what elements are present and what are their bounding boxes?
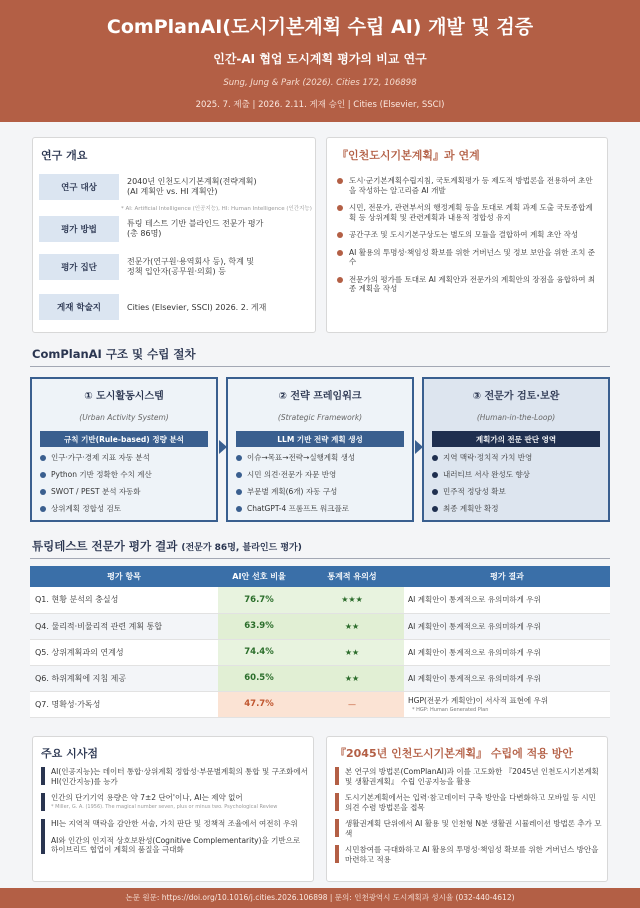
list-item: 이슈→목표→전략→실행계획 생성 bbox=[236, 453, 406, 463]
bullet-icon bbox=[337, 277, 343, 283]
significance-cell: ★★ bbox=[300, 639, 404, 665]
list-item: 공간구조 및 도시기본구상도는 별도의 모듈을 결합하여 계획 초안 작성 bbox=[337, 230, 599, 240]
link-card bbox=[326, 137, 608, 333]
divider bbox=[30, 558, 610, 559]
application-card bbox=[326, 736, 608, 882]
structure-box-bar: 규칙 기반(Rule-based) 정량 분석 bbox=[40, 431, 208, 447]
link-list bbox=[337, 176, 599, 302]
result-cell: AI 계획안이 통계적으로 유의미하게 우위 bbox=[404, 639, 610, 665]
result-cell: AI 계획안이 통계적으로 유의미하게 우위 bbox=[404, 613, 610, 639]
table-row bbox=[30, 665, 610, 691]
overview-label: 평가 집단 bbox=[39, 254, 119, 280]
bullet-bar bbox=[41, 836, 45, 854]
bullet-icon bbox=[40, 489, 46, 495]
bullet-icon bbox=[337, 178, 343, 184]
overview-card bbox=[32, 137, 316, 333]
list-item: 시민참여를 극대화하고 AI 활용의 투명성·책임성 확보를 위한 거버넌스 방안을 마련하고 적용 bbox=[335, 845, 603, 864]
structure-box-subtitle: (Human-in-the-Loop) bbox=[476, 413, 556, 422]
list-item: 시민 의견·전문가 자문 반영 bbox=[236, 470, 406, 480]
significance-cell: ★★ bbox=[300, 665, 404, 691]
bullet-icon bbox=[40, 506, 46, 512]
bullet-icon bbox=[432, 489, 438, 495]
structure-box-bar: LLM 기반 전략 계획 생성 bbox=[236, 431, 404, 447]
list-item: 전문가의 평가를 토대로 AI 계획안과 전문가의 계획안의 장점을 융합하여 최종 계획을 작성 bbox=[337, 275, 599, 294]
column-header: 평가 결과 bbox=[404, 566, 610, 587]
list-item: AI와 인간의 인지적 상호보완성(Cognitive Complementarity)을 기반으로 하이브리드 협업이 계획의 품질을 극대화 bbox=[41, 836, 309, 855]
ratio-cell: 60.5% bbox=[218, 665, 300, 691]
list-item: 상위계획 정합성 검토 bbox=[40, 504, 210, 514]
ratio-cell: 76.7% bbox=[218, 587, 300, 613]
result-cell: AI 계획안이 통계적으로 유의미하게 우위 bbox=[404, 587, 610, 613]
structure-box-strategic-framework bbox=[226, 377, 414, 522]
publication-meta: 2025. 7. 제출 | 2026. 2.11. 게재 승인 | Cities (Elsevier, SSCI) bbox=[195, 100, 445, 110]
bullet-bar bbox=[335, 819, 339, 837]
list-item: 시민, 전문가, 관련부서의 행정계획 등을 토대로 계획 과제 도출 국토종합계획 등 상위계획 및 관련계획과 내용적 정합성 유지 bbox=[337, 203, 599, 222]
list-item: 도시기본계획에서는 입력·참고데이터 구축 방안을 다변화하고 모바일 등 시민의견 수렴 방법론을 접목 bbox=[335, 793, 603, 812]
reference-note: * Miller, G. A. (1956). The magical number seven, plus or minus two. Psychological Review bbox=[51, 803, 278, 810]
bullet-icon bbox=[432, 506, 438, 512]
structure-box-subtitle: (Strategic Framework) bbox=[277, 413, 363, 422]
implications-card bbox=[32, 736, 314, 882]
list-item: 지역 맥락·정치적 가치 반영 bbox=[432, 453, 602, 463]
divider bbox=[30, 366, 610, 367]
ratio-cell: 63.9% bbox=[218, 613, 300, 639]
bullet-icon bbox=[432, 472, 438, 478]
bullet-icon bbox=[337, 205, 343, 211]
implications-list bbox=[41, 767, 309, 862]
list-item: 본 연구의 방법론(ComPlanAI)과 이를 고도화한 『2045년 인천도시기본계획 및 생활권계획』 수립 인공지능을 활용 bbox=[335, 767, 603, 786]
page-subtitle: 인간-AI 협업 도시계획 평가의 비교 연구 bbox=[213, 52, 427, 66]
bullet-icon bbox=[236, 472, 242, 478]
header-banner bbox=[0, 0, 640, 122]
overview-title: 연구 개요 bbox=[41, 149, 88, 162]
bullet-icon bbox=[236, 489, 242, 495]
bullet-icon bbox=[432, 455, 438, 461]
list-item: 인구·가구·경제 지표 자동 분석 bbox=[40, 453, 210, 463]
significance-cell: ★★ bbox=[300, 613, 404, 639]
item-cell: Q5. 상위계획과의 연계성 bbox=[30, 639, 218, 665]
list-item: Python 기반 정확한 수치 계산 bbox=[40, 470, 210, 480]
structure-box-list bbox=[40, 453, 210, 521]
significance-cell: ★★★ bbox=[300, 587, 404, 613]
bullet-icon bbox=[40, 472, 46, 478]
structure-box-title: ② 전략 프레임워크 bbox=[278, 391, 362, 402]
list-item: 최종 계획안 확정 bbox=[432, 504, 602, 514]
overview-label: 연구 대상 bbox=[39, 174, 119, 200]
ratio-cell: 47.7% bbox=[218, 691, 300, 717]
item-cell: Q4. 물리적·비물리적 관련 계획 통합 bbox=[30, 613, 218, 639]
bullet-icon bbox=[337, 232, 343, 238]
list-item: SWOT / PEST 분석 자동화 bbox=[40, 487, 210, 497]
overview-value: 2040년 인천도시기본계획(전략계획) (AI 계획안 vs. HI 계획안) bbox=[127, 177, 257, 196]
item-cell: Q1. 현황 분석의 충실성 bbox=[30, 587, 218, 613]
overview-label: 게재 학술지 bbox=[39, 294, 119, 320]
overview-note: * AI: Artificial Intelligence (인공지능), HI: Human Intelligence (인간지능) bbox=[121, 206, 312, 212]
list-item: 부문별 계획(6개) 자동 구성 bbox=[236, 487, 406, 497]
overview-value: Cities (Elsevier, SSCI) 2026. 2. 게재 bbox=[127, 303, 267, 312]
list-item: 민주적 정당성 확보 bbox=[432, 487, 602, 497]
overview-label: 평가 방법 bbox=[39, 216, 119, 242]
application-title: 『2045년 인천도시기본계획』 수립에 적용 방안 bbox=[335, 747, 573, 760]
bullet-bar bbox=[335, 767, 339, 785]
ratio-cell: 74.4% bbox=[218, 639, 300, 665]
list-item: 도시·군기본계획수립지침, 국토계획평가 등 제도적 방법론을 전용하여 초안을 작성하는 알고리즘 AI 개발 bbox=[337, 176, 599, 195]
overview-value: 튜링 테스트 기반 블라인드 전문가 평가 (총 86명) bbox=[127, 219, 264, 238]
column-header: 평가 항목 bbox=[30, 566, 218, 587]
bullet-icon bbox=[40, 455, 46, 461]
application-list bbox=[335, 767, 603, 871]
bullet-bar bbox=[41, 767, 45, 785]
list-item: 내러티브 서사 완성도 향상 bbox=[432, 470, 602, 480]
list-item: ChatGPT-4 프롬프트 워크플로 bbox=[236, 504, 406, 514]
structure-box-urban-activity bbox=[30, 377, 218, 522]
item-cell: Q7. 명확성·가독성 bbox=[30, 691, 218, 717]
structure-box-subtitle: (Urban Activity System) bbox=[79, 413, 169, 422]
result-cell: HGP(전문가 계획안)이 서사적 표현에 우위 * HGP: Human Generated Plan bbox=[404, 691, 610, 717]
table-row bbox=[30, 691, 610, 717]
footer[interactable]: 논문 원문: https://doi.org/10.1016/j.cities.2026.106898 | 문의: 인천광역시 도시계획과 성시율 (032-440-4612) bbox=[0, 888, 640, 908]
structure-box-title: ① 도시활동시스템 bbox=[84, 391, 164, 402]
table-row bbox=[30, 613, 610, 639]
structure-box-list bbox=[432, 453, 602, 521]
bullet-bar bbox=[41, 793, 45, 811]
results-table bbox=[30, 566, 610, 718]
structure-box-list bbox=[236, 453, 406, 521]
list-item: 인간의 단기기억 용량은 약 7±2 단어'이나, AI는 제약 없어 * Miller, G. A. (1956). The magical number seven, plus or minus two. Psychological Review bbox=[41, 793, 309, 812]
structure-title: ComPlanAI 구조 및 수립 절차 bbox=[32, 347, 196, 361]
implications-title: 주요 시사점 bbox=[41, 747, 98, 760]
list-item: HI는 지역적 맥락을 감안한 서술, 가치 판단 및 정책적 조율에서 여전히 우위 bbox=[41, 819, 309, 829]
bullet-icon bbox=[337, 250, 343, 256]
bullet-bar bbox=[335, 845, 339, 863]
bullet-bar bbox=[335, 793, 339, 811]
overview-value: 전문가(연구원·용역회사 등), 학계 및 정책 입안자(공무원·의회) 등 bbox=[127, 257, 255, 276]
significance-cell: — bbox=[300, 691, 404, 717]
item-cell: Q6. 하위계획에 지침 제공 bbox=[30, 665, 218, 691]
bullet-bar bbox=[41, 819, 45, 837]
column-header: AI안 선호 비율 bbox=[218, 566, 300, 587]
bullet-icon bbox=[236, 455, 242, 461]
result-cell: AI 계획안이 통계적으로 유의미하게 우위 bbox=[404, 665, 610, 691]
table-row bbox=[30, 587, 610, 613]
list-item: 생활권계획 단위에서 AI 활용 및 인천형 N분 생활권 시뮬레이션 방법론 추가 모색 bbox=[335, 819, 603, 838]
results-title: 튜링테스트 전문가 평가 결과 (전문가 86명, 블라인드 평가) bbox=[32, 539, 302, 553]
column-header: 통계적 유의성 bbox=[300, 566, 404, 587]
bullet-icon bbox=[236, 506, 242, 512]
list-item: AI(인공지능)는 데이터 통합·상위계획 정합성·부문별계획의 통합 및 구조화에서 HI(인간지능)를 능가 bbox=[41, 767, 309, 786]
page-title: ComPlanAI(도시기본계획 수립 AI) 개발 및 검증 bbox=[106, 16, 534, 38]
structure-box-bar: 계획가의 전문 판단 영역 bbox=[432, 431, 600, 447]
table-header-row bbox=[30, 566, 610, 587]
structure-box-title: ③ 전문가 검토·보완 bbox=[472, 391, 560, 402]
link-title: 『인천도시기본계획』과 연계 bbox=[337, 149, 480, 162]
table-row bbox=[30, 639, 610, 665]
list-item: AI 활용의 투명성·책임성 확보를 위한 거버넌스 및 정보 보안을 위한 조치 준수 bbox=[337, 248, 599, 267]
result-note: * HGP: Human Generated Plan bbox=[412, 707, 489, 713]
structure-box-expert-review bbox=[422, 377, 610, 522]
citation: Sung, Jung & Park (2026). Cities 172, 106898 bbox=[223, 78, 417, 88]
